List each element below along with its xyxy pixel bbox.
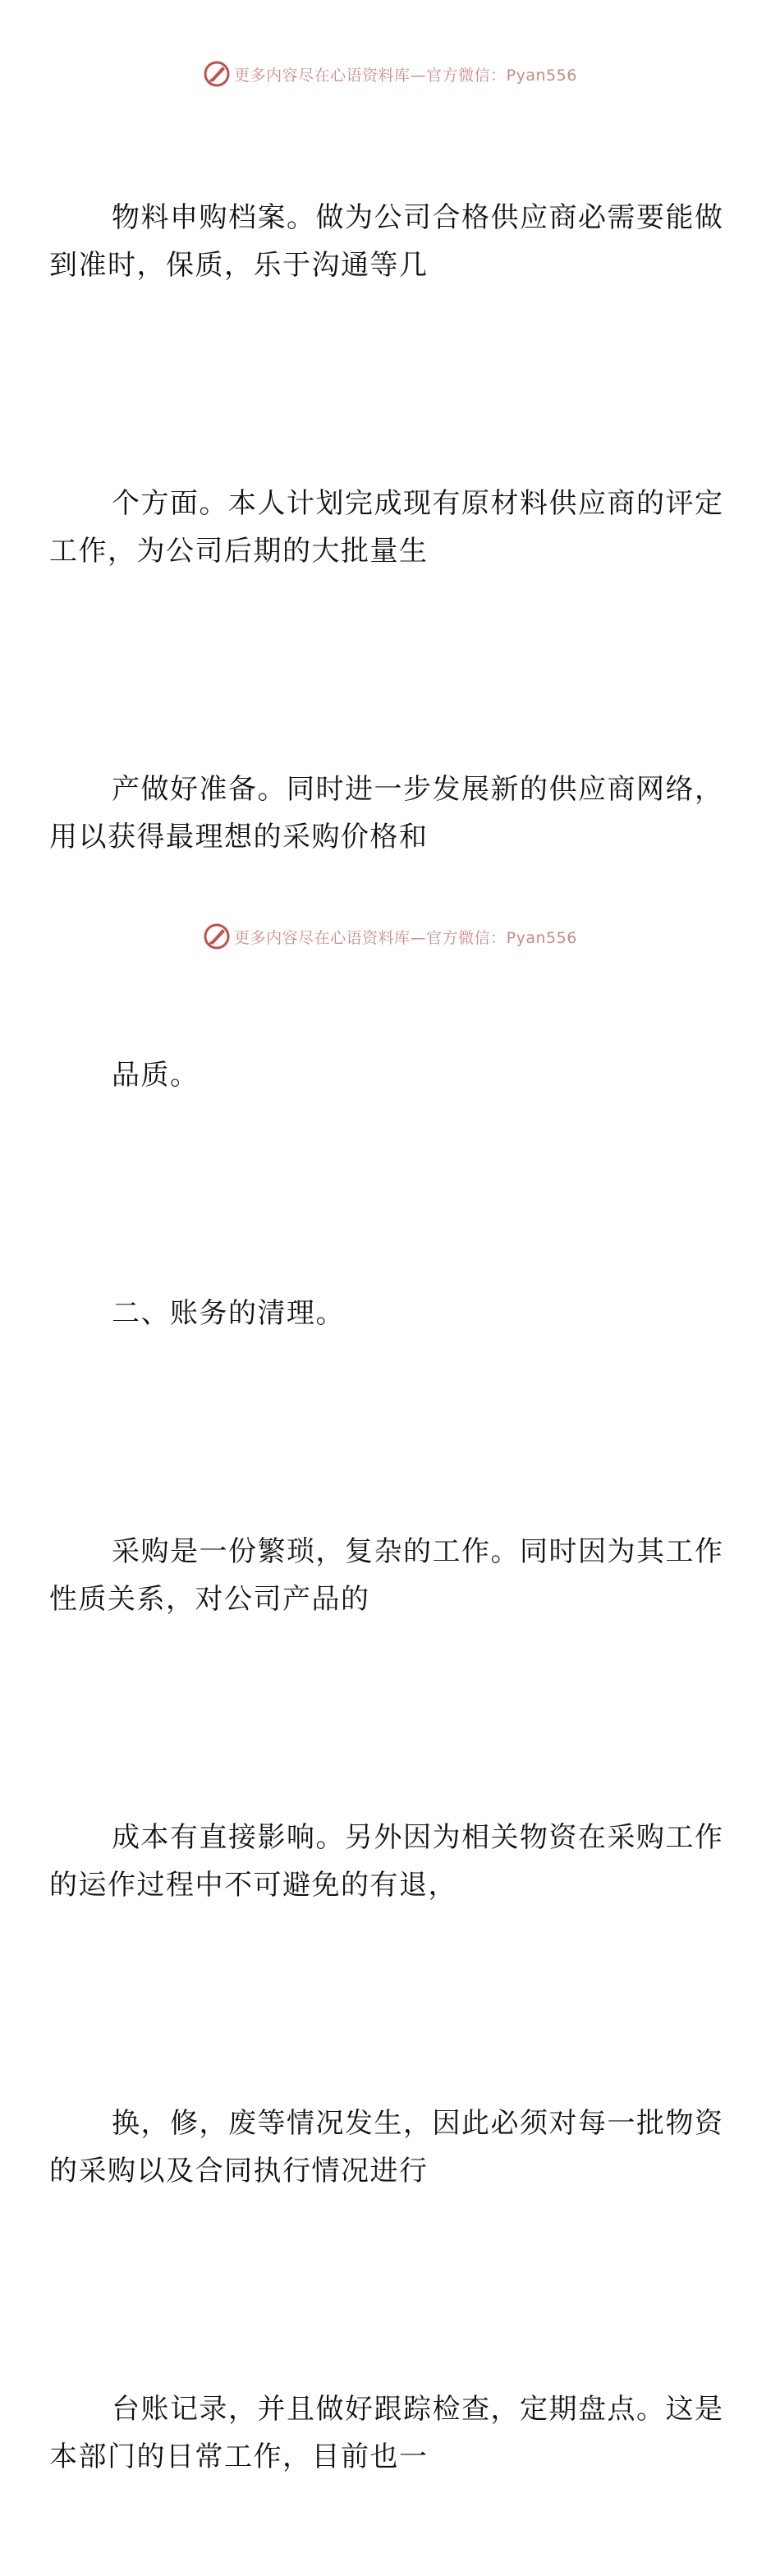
text-line: 的采购以及合同执行情况进行 xyxy=(49,2155,429,2187)
paragraph xyxy=(49,670,724,956)
paragraph xyxy=(80,956,704,1194)
paragraph xyxy=(49,2004,724,2290)
text-line: 台账记录，并且做好跟踪检查，定期盘点。这是 xyxy=(112,2393,724,2426)
quill-logo-icon xyxy=(203,922,231,950)
footer-watermark xyxy=(0,920,780,953)
quill-logo-icon xyxy=(203,60,231,88)
text-line: 工作，为公司后期的大批量生 xyxy=(49,535,429,568)
text-line: 成本有直接影响。另外因为相关物资在采购工作 xyxy=(112,1821,724,1854)
text-line: 的运作过程中不可避免的有退， xyxy=(49,1869,457,1902)
header-watermark xyxy=(0,58,780,90)
watermark-text: 更多内容尽在心语资料库—官方微信：Pyan556 xyxy=(234,928,577,947)
text-line: 物料申购档案。做为公司合格供应商必需要能做 xyxy=(112,201,724,234)
text-line: 换，修，废等情况发生，因此必须对每一批物资 xyxy=(112,2107,724,2140)
text-line: 品质。 xyxy=(112,1059,200,1092)
paragraph xyxy=(49,99,724,384)
text-line: 性质关系，对公司产品的 xyxy=(49,1583,370,1616)
paragraph xyxy=(49,1433,724,1718)
text-line: 产做好准备。同时进一步发展新的供应商网络， xyxy=(112,773,724,806)
text-line: 二、账务的清理。 xyxy=(112,1297,345,1330)
paragraph xyxy=(49,384,724,670)
text-line: 采购是一份繁琐，复杂的工作。同时因为其工作 xyxy=(112,1535,724,1568)
paragraph xyxy=(49,2290,724,2576)
watermark-text: 更多内容尽在心语资料库—官方微信：Pyan556 xyxy=(234,66,577,85)
paragraph xyxy=(49,1718,724,2004)
document-body xyxy=(49,99,724,2576)
section-heading xyxy=(80,1194,704,1433)
text-line: 到准时，保质，乐于沟通等几 xyxy=(49,249,429,282)
text-line: 个方面。本人计划完成现有原材料供应商的评定 xyxy=(112,487,724,520)
text-line: 本部门的日常工作，目前也一 xyxy=(49,2440,429,2473)
text-line: 用以获得最理想的采购价格和 xyxy=(49,821,429,853)
